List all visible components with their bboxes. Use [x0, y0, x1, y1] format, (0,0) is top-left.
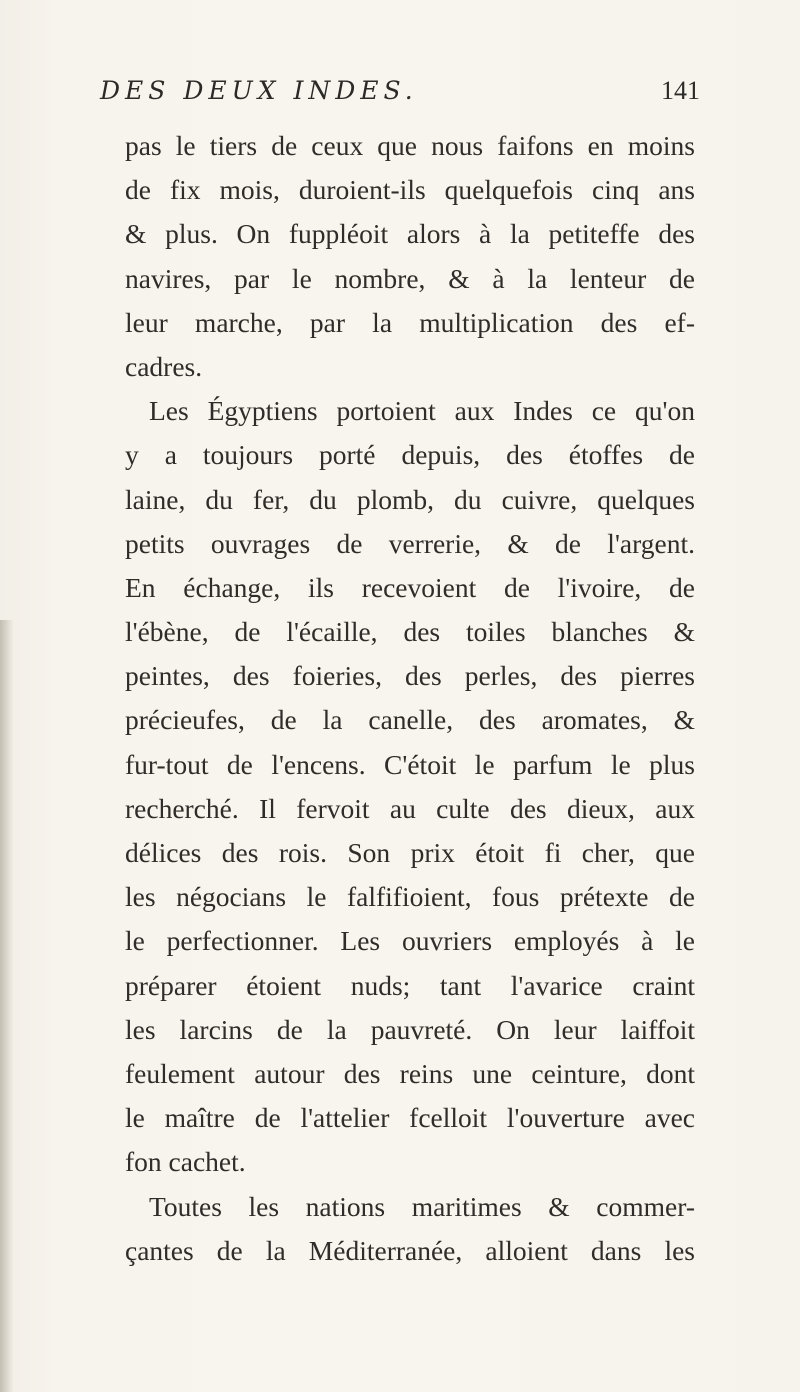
text-line: navires, par le nombre, & à la lenteur de [125, 262, 695, 294]
text-line: fur-tout de l'encens. C'étoit le parfum le plus [125, 748, 695, 780]
text-line: les larcins de la pauvreté. On leur laiffoit [125, 1013, 695, 1045]
text-line: cadres. [125, 350, 203, 382]
binding-shadow [0, 620, 14, 1392]
text-line: fon cachet. [125, 1146, 246, 1178]
text-line: petits ouvrages de verrerie, & de l'argent. [125, 527, 695, 559]
text-line: çantes de la Méditerranée, alloient dans les [125, 1234, 695, 1266]
text-line: précieufes, de la canelle, des aromates, & [125, 704, 695, 736]
text-line: feulement autour des reins une ceinture, dont [125, 1057, 695, 1089]
text-line: délices des rois. Son prix étoit fi cher, que [125, 837, 695, 868]
text-line: En échange, ils recevoient de l'ivoire, de [125, 571, 695, 603]
text-line: le maître de l'attelier fcelloit l'ouverture avec [125, 1102, 695, 1134]
text-line: Les Égyptiens portoient aux Indes ce qu'on [149, 395, 695, 427]
text-line: préparer étoient nuds; tant l'avarice craint [125, 969, 695, 1001]
text-line: pas le tiers de ceux que nous faifons en moins [125, 130, 695, 161]
text-line: & plus. On fuppléoit alors à la petiteffe des [125, 218, 695, 250]
text-body [125, 124, 695, 1273]
text-line: Toutes les nations maritimes & commer- [149, 1190, 695, 1222]
text-line: y a toujours porté depuis, des étoffes de [125, 439, 695, 471]
text-line: laine, du fer, du plomb, du cuivre, quelques [125, 483, 695, 515]
text-line: de fix mois, duroient-ils quelquefois cinq ans [125, 174, 695, 206]
text-line: leur marche, par la multiplication des ef- [125, 306, 695, 338]
running-head [100, 76, 700, 122]
running-head-title: DES DEUX INDES. [100, 76, 418, 105]
text-line: les négocians le falfifioient, fous prétexte de [125, 881, 695, 913]
text-line: le perfectionner. Les ouvriers employés à le [125, 925, 695, 957]
page-number: 141 [661, 76, 700, 105]
text-line: peintes, des foieries, des perles, des pierres [125, 660, 695, 692]
text-line: l'ébène, de l'écaille, des toiles blanches & [125, 616, 695, 648]
text-line: recherché. Il fervoit au culte des dieux, aux [125, 792, 695, 824]
